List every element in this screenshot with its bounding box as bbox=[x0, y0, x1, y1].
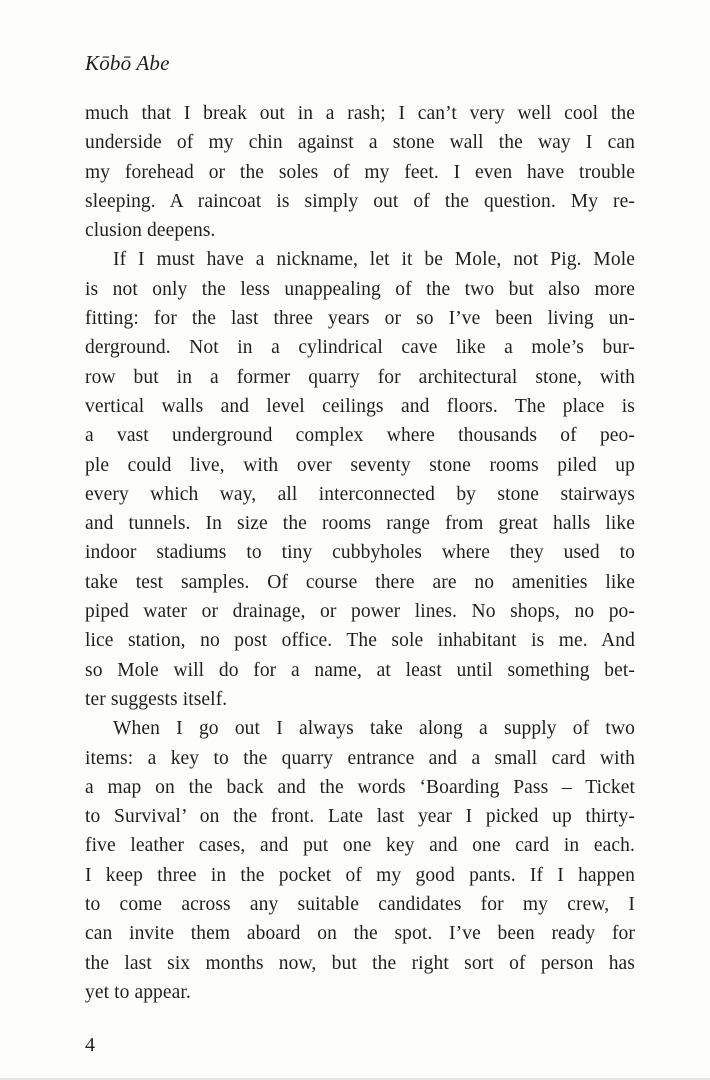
text-line: and tunnels. In size the rooms range from great halls like bbox=[85, 513, 635, 535]
text-line: can invite them aboard on the spot. I’ve been ready for bbox=[85, 923, 635, 945]
text-line: to Survival’ on the front. Late last year I picked up thirty- bbox=[85, 806, 635, 828]
text-line: a vast underground complex where thousands of peo- bbox=[85, 425, 635, 447]
text-line: ter suggests itself. bbox=[85, 688, 228, 710]
text-line: to come across any suitable candidates for my crew, I bbox=[85, 894, 635, 916]
text-line: my forehead or the soles of my feet. I even have trouble bbox=[85, 161, 635, 183]
text-line: underside of my chin against a stone wall the way I can bbox=[85, 132, 635, 154]
text-line: take test samples. Of course there are no amenities like bbox=[85, 571, 635, 593]
text-line: vertical walls and level ceilings and floors. The place is bbox=[85, 395, 635, 417]
running-header-author: Kōbō Abe bbox=[85, 51, 170, 75]
text-line: so Mole will do for a name, at least until something bet- bbox=[85, 659, 635, 681]
text-line: row but in a former quarry for architectural stone, with bbox=[85, 366, 635, 388]
text-line: piped water or drainage, or power lines. No shops, no po- bbox=[85, 601, 635, 623]
text-line: items: a key to the quarry entrance and a small card with bbox=[85, 747, 635, 769]
text-line: clusion deepens. bbox=[85, 220, 216, 242]
text-line: I keep three in the pocket of my good pants. If I happen bbox=[85, 864, 635, 886]
page-number: 4 bbox=[85, 1034, 95, 1056]
text-line: every which way, all interconnected by stone stairways bbox=[85, 483, 635, 505]
text-line: indoor stadiums to tiny cubbyholes where they used to bbox=[85, 542, 635, 564]
text-line: is not only the less unappealing of the two but also more bbox=[85, 278, 635, 300]
text-line: sleeping. A raincoat is simply out of the question. My re- bbox=[85, 190, 635, 212]
text-line: yet to appear. bbox=[85, 981, 191, 1003]
text-line: fitting: for the last three years or so I’ve been living un- bbox=[85, 308, 635, 330]
text-line: ple could live, with over seventy stone rooms piled up bbox=[85, 454, 635, 476]
text-line: If I must have a nickname, let it be Mole, not Pig. Mole bbox=[113, 249, 635, 271]
text-line: lice station, no post office. The sole inhabitant is me. And bbox=[85, 630, 635, 652]
text-line: much that I break out in a rash; I can’t very well cool the bbox=[85, 103, 635, 124]
text-line: the last six months now, but the right sort of person has bbox=[85, 952, 635, 974]
text-line: When I go out I always take along a supply of two bbox=[113, 718, 635, 740]
text-line: derground. Not in a cylindrical cave like a mole’s bur- bbox=[85, 337, 635, 359]
text-line: five leather cases, and put one key and one card in each. bbox=[85, 835, 635, 857]
body-text-block bbox=[85, 99, 635, 1007]
text-line: a map on the back and the words ‘Boarding Pass – Ticket bbox=[85, 776, 635, 798]
